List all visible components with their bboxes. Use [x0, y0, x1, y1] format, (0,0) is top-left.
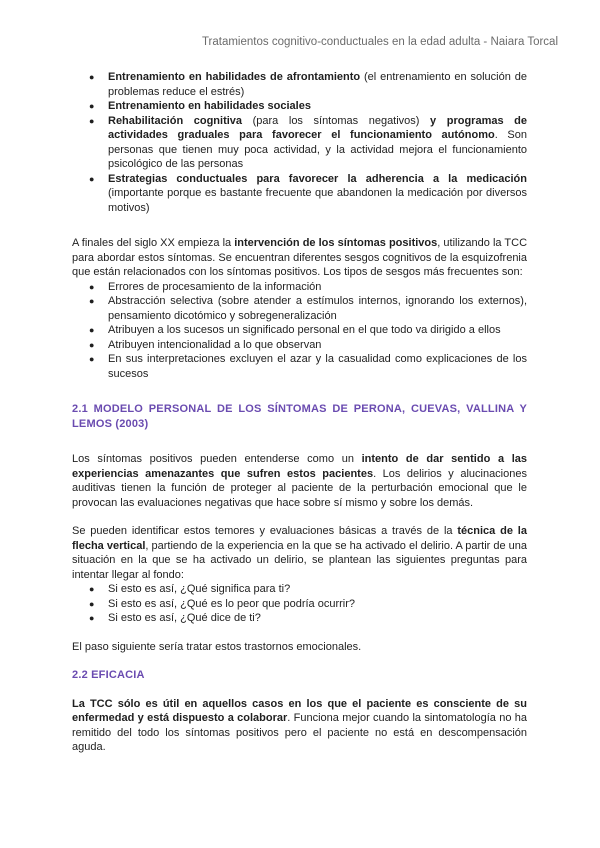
list-item: [72, 99, 527, 114]
bullet-icon: ●: [89, 296, 95, 306]
list-item: [72, 338, 527, 353]
text-bold: La TCC sólo es útil en aquellos casos en los que el paciente es consciente de su enfermedad y está dispuesto a colaborar: [72, 697, 527, 724]
paragraph-efficacy: [72, 697, 527, 755]
list-item-text: Si esto es así, ¿Qué es lo peor que podría ocurrir?: [108, 597, 356, 610]
list-item-text: (importante porque es bastante frecuente que abandonen la medicación por diversos motivos): [108, 187, 527, 214]
text: Se pueden identificar estos temores y evaluaciones básicas a través de la: [72, 525, 458, 537]
bullet-icon: ●: [89, 173, 95, 184]
text: , utilizando la TCC para abordar estos síntomas. Se encuentran diferentes sesgos cognitivos de la esquizofrenia que están relacionados con los síntomas positivos. Los tipos de sesgos más frecuentes son:: [72, 237, 528, 278]
list-item: [72, 611, 527, 626]
bullet-icon: ●: [89, 598, 95, 609]
bullet-icon: ●: [89, 101, 95, 111]
list-item: [72, 597, 527, 612]
list-item-text: Si esto es así, ¿Qué significa para ti?: [108, 583, 291, 595]
text: Los síntomas positivos pueden entenderse como un: [72, 453, 362, 465]
list-item: [72, 582, 527, 597]
list-item-bold: y programas de actividades graduales para favorecer el funcionamiento autónomo: [108, 114, 528, 141]
bullet-icon: ●: [89, 325, 95, 335]
list-item: [72, 352, 527, 381]
list-item: [72, 70, 527, 99]
list-item-text: En sus interpretaciones excluyen el azar y la casualidad como explicaciones de los sucesos: [108, 353, 527, 380]
bullet-icon: ●: [89, 72, 95, 82]
list-item-text: Abstracción selectiva (sobre atender a estímulos internos, ignorando los externos), pensamiento dicotómico y sobregeneralización: [108, 295, 527, 322]
section-heading: 2.2 EFICACIA: [72, 669, 145, 681]
paragraph-next-step: El paso siguiente sería tratar estos trastornos emocionales.: [72, 640, 362, 653]
paragraph-vertical-arrow: [72, 524, 527, 582]
list-item: [72, 323, 527, 338]
list-item-bold: Estrategias conductuales para favorecer la adherencia a la medicación: [108, 172, 527, 185]
bullet-icon: ●: [89, 115, 95, 126]
list-item: [72, 280, 527, 295]
bullet-icon: ●: [89, 354, 95, 364]
list-item-bold: Entrenamiento en habilidades de afrontamiento: [108, 71, 361, 83]
text-bold: intervención de los síntomas positivos: [234, 237, 438, 249]
bullet-icon: ●: [89, 613, 95, 623]
text-bold: intento de dar sentido a las experiencias amenazantes que sufren estos pacientes: [72, 453, 527, 480]
list-item: [72, 294, 527, 323]
section-heading: 2.1 MODELO PERSONAL DE LOS SÍNTOMAS DE PERONA, CUEVAS, VALLINA Y LEMOS (2003): [72, 403, 527, 430]
treatment-list: [72, 70, 527, 215]
page-body: [72, 70, 527, 755]
text: A finales del siglo XX empieza la: [72, 237, 235, 249]
question-list: [72, 582, 527, 626]
list-item-text: Atribuyen intencionalidad a lo que observan: [108, 338, 322, 351]
list-item: [72, 114, 527, 172]
text: , partiendo de la experiencia en la que se ha activado el delirio. A partir de una situación en la que se ha activado un delirio, se plantean las siguientes preguntas para intentar llegar al fondo:: [72, 539, 528, 581]
text: . Los delirios y alucinaciones auditivas tienen la función de proteger al paciente de la perturbación emocional que le provocan las evaluaciones negativas que hace sobre sí mismo y sobre los demás.: [72, 467, 527, 509]
list-item-bold: Entrenamiento en habilidades sociales: [108, 100, 311, 112]
list-item-text: Si esto es así, ¿Qué dice de ti?: [108, 612, 261, 624]
text: . Funciona mejor cuando la sintomatología no ha remitido del todo los síntomas positivos pero el paciente no está en descompensación aguda.: [72, 712, 527, 753]
list-item-bold: Rehabilitación cognitiva: [108, 114, 243, 127]
text-bold: técnica de la flecha vertical: [72, 525, 527, 552]
list-item-text: (para los síntomas negativos): [242, 114, 431, 127]
running-header: Tratamientos cognitivo-conductuales en la edad adulta - Naiara Torcal: [201, 36, 558, 48]
paragraph-intro-positive: [72, 236, 527, 280]
paragraph-model: [72, 452, 527, 510]
bullet-icon: ●: [89, 281, 95, 292]
list-item: [72, 172, 527, 216]
bullet-icon: ●: [89, 584, 95, 594]
list-item-text: . Son personas que tienen muy poca actividad, y la actividad mejora el funcionamiento psicológico de las personas: [108, 129, 527, 170]
bullet-icon: ●: [89, 339, 95, 350]
list-item-text: Errores de procesamiento de la información: [108, 280, 322, 293]
bias-list: [72, 280, 527, 382]
list-item-text: (el entrenamiento en solución de problemas reduce el estrés): [108, 71, 527, 98]
list-item-text: Atribuyen a los sucesos un significado personal en el que todo va dirigido a ellos: [108, 324, 501, 336]
